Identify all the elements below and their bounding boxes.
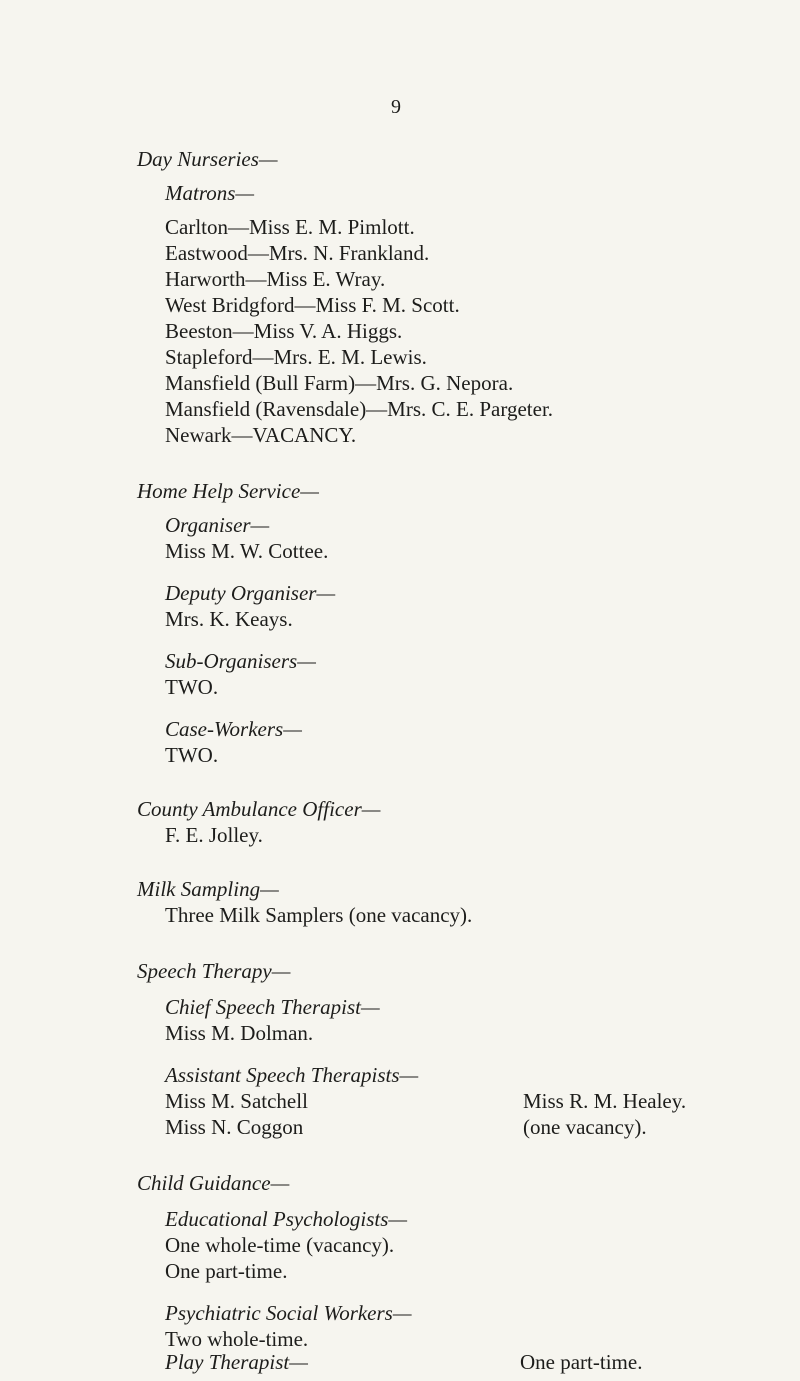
section-heading-ambulance: County Ambulance Officer— <box>137 797 381 821</box>
deputy-organiser-name: Mrs. K. Keays. <box>165 607 293 631</box>
matron-entry: West Bridgford—Miss F. M. Scott. <box>165 293 460 317</box>
matrons-label: Matrons— <box>165 181 255 205</box>
educational-psychologists-entry: One part-time. <box>165 1259 288 1283</box>
section-heading-day-nurseries: Day Nurseries— <box>137 147 278 171</box>
deputy-organiser-label: Deputy Organiser— <box>165 581 336 605</box>
section-heading-speech-therapy: Speech Therapy— <box>137 959 291 983</box>
page-number: 9 <box>391 96 401 118</box>
sub-organisers-value: TWO. <box>165 675 219 699</box>
educational-psychologists-entry: One whole-time (vacancy). <box>165 1233 395 1257</box>
section-heading-child-guidance: Child Guidance— <box>137 1171 290 1195</box>
assistant-therapist-vacancy: (one vacancy). <box>523 1115 647 1139</box>
matron-entry: Stapleford—Mrs. E. M. Lewis. <box>165 345 427 369</box>
matron-entry: Newark—VACANCY. <box>165 423 357 447</box>
matron-entry: Mansfield (Bull Farm)—Mrs. G. Nepora. <box>165 371 514 395</box>
assistant-therapist-name: Miss R. M. Healey. <box>523 1089 687 1113</box>
psychiatric-social-workers-value: Two whole-time. <box>165 1327 309 1351</box>
chief-speech-therapist-label: Chief Speech Therapist— <box>165 995 380 1019</box>
play-therapist-label: Play Therapist— <box>165 1350 308 1374</box>
matron-entry: Carlton—Miss E. M. Pimlott. <box>165 215 415 239</box>
psychiatric-social-workers-label: Psychiatric Social Workers— <box>165 1301 412 1325</box>
educational-psychologists-label: Educational Psychologists— <box>165 1207 408 1231</box>
milk-sampling-text: Three Milk Samplers (one vacancy). <box>165 903 473 927</box>
play-therapist-value: One part-time. <box>520 1350 643 1374</box>
sub-organisers-label: Sub-Organisers— <box>165 649 316 673</box>
matron-entry: Eastwood—Mrs. N. Frankland. <box>165 241 430 265</box>
matron-entry: Beeston—Miss V. A. Higgs. <box>165 319 403 343</box>
organiser-name: Miss M. W. Cottee. <box>165 539 329 563</box>
section-heading-home-help: Home Help Service— <box>137 479 319 503</box>
assistant-speech-therapists-label: Assistant Speech Therapists— <box>165 1063 419 1087</box>
case-workers-value: TWO. <box>165 743 219 767</box>
case-workers-label: Case-Workers— <box>165 717 302 741</box>
assistant-therapist-name: Miss M. Satchell <box>165 1089 308 1113</box>
matron-entry: Harworth—Miss E. Wray. <box>165 267 386 291</box>
matron-entry: Mansfield (Ravensdale)—Mrs. C. E. Pargeter. <box>165 397 554 421</box>
assistant-therapist-name: Miss N. Coggon <box>165 1115 304 1139</box>
organiser-label: Organiser— <box>165 513 270 537</box>
ambulance-officer-name: F. E. Jolley. <box>165 823 263 847</box>
chief-speech-therapist-name: Miss M. Dolman. <box>165 1021 314 1045</box>
section-heading-milk-sampling: Milk Sampling— <box>137 877 279 901</box>
